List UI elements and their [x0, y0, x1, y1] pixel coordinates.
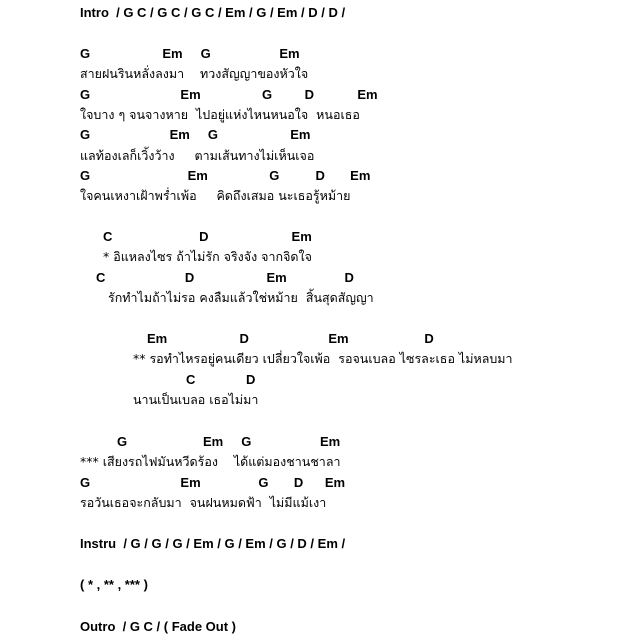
lyric-line-10: รอวันเธอจะกลับมา จนฝนหมดฟ้า ไม่มีแม้เงา — [80, 495, 327, 510]
chord-line-7: Em D Em D — [147, 331, 434, 346]
chord-line-2: G Em G D Em — [80, 87, 378, 102]
chord-line-4: G Em G D Em — [80, 168, 371, 183]
lyric-line-8: นานเป็นเบลอ เธอไม่มา — [133, 392, 259, 407]
instru-line: Instru / G / G / G / Em / G / Em / G / D / Em / — [80, 536, 346, 551]
lyric-line-7: ** รอทำไหรอยู่คนเดียว เปลี่ยวใจเพ้อ รอจนเบลอ ไซรละเธอ ไม่หลบมา — [133, 351, 513, 366]
chord-line-1: G Em G Em — [80, 46, 300, 61]
chord-line-5: C D Em — [103, 229, 312, 244]
lyric-line-9: *** เสียงรถไฟมันหวีดร้อง ได้แต่มองชานชาลา — [80, 454, 341, 469]
chord-line-8: C D — [186, 372, 256, 387]
lyric-line-1: สายฝนรินหลั่งลงมา ทวงสัญญาของหัวใจ — [80, 66, 309, 81]
lyric-line-2: ใจบาง ๆ จนจางหาย ไปอยู่แห่งไหนหนอใจ หนอเธอ — [80, 107, 360, 122]
lyric-line-4: ใจคนเหงาเฝ้าพร่ำเพ้อ คิดถึงเสมอ นะเธอรู้หม้าย — [80, 188, 351, 203]
chord-line-9: G Em G Em — [117, 434, 341, 449]
chord-line-10: G Em G D Em — [80, 475, 346, 490]
chord-line-6: C D Em D — [96, 270, 354, 285]
intro-line: Intro / G C / G C / G C / Em / G / Em / D / D / — [80, 5, 346, 20]
outro-line: Outro / G C / ( Fade Out ) — [80, 619, 236, 634]
lyric-line-6: รักทำไมถ้าไม่รอ คงลืมแล้วใช่หม้าย สิ้นสุดสัญญา — [108, 290, 374, 305]
chord-line-3: G Em G Em — [80, 127, 311, 142]
lyric-line-3: แลท้องเลก็เวิ้งว้าง ตามเส้นทางไม่เห็นเจอ — [80, 148, 315, 163]
section-order-line: ( * , ** , *** ) — [80, 577, 148, 592]
lyric-line-5: * อิแหลงไซร ถ้าไม่รัก จริงจัง จากจิดใจ — [103, 249, 312, 264]
